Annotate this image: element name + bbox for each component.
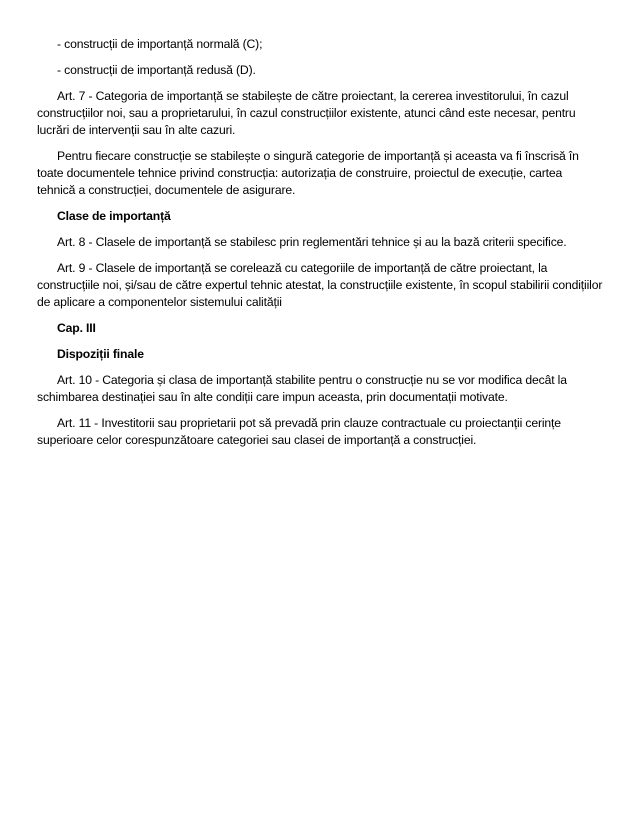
article-11-paragraph: Art. 11 - Investitorii sau proprietarii pot să prevadă prin clauze contractuale cu proiectanții cerințe superioare celor corespunzătoare categoriei sau clasei de importanță a construcției.	[37, 416, 561, 447]
article-10-paragraph: Art. 10 - Categoria și clasa de importanță stabilite pentru o construcție nu se vor modifica decât la schimbarea destinației sau în alte condiții care impun aceasta, prin documentații motivate.	[37, 373, 567, 404]
list-item-category-c: - construcții de importanță normală (C);	[57, 37, 263, 51]
article-7-paragraph: Art. 7 - Categoria de importanță se stabilește de către proiectant, la cererea investitorului, în cazul construcțiilor noi, sau a proprietarului, în cazul construcțiilor existente, atunci când este necesar, pentru lucrări de intervenții sau în alte cazuri.	[37, 89, 576, 137]
section-heading-final-provisions: Dispoziții finale	[57, 347, 144, 361]
list-item-category-d: - construcții de importanță redusă (D).	[57, 63, 256, 77]
chapter-heading: Cap. III	[57, 321, 96, 335]
article-8-paragraph: Art. 8 - Clasele de importanță se stabilesc prin reglementări tehnice și au la bază criterii specifice.	[57, 235, 567, 249]
document-page	[37, 36, 603, 458]
article-9-paragraph: Art. 9 - Clasele de importanță se corelează cu categoriile de importanță de către proiectant, la construcțiile noi, și/sau de către expertul tehnic atestat, la construcțiile existente, în scopul stabilirii condițiilor de aplicare a componentelor sistemului calității	[37, 261, 603, 309]
section-heading-importance-classes: Clase de importanță	[57, 209, 171, 223]
category-registration-paragraph: Pentru fiecare construcție se stabilește o singură categorie de importanță și aceasta va fi înscrisă în toate documentele tehnice privind construcția: autorizația de construire, proiectul de execuție, cartea tehnică a construcției, documentele de asigurare.	[37, 149, 579, 197]
